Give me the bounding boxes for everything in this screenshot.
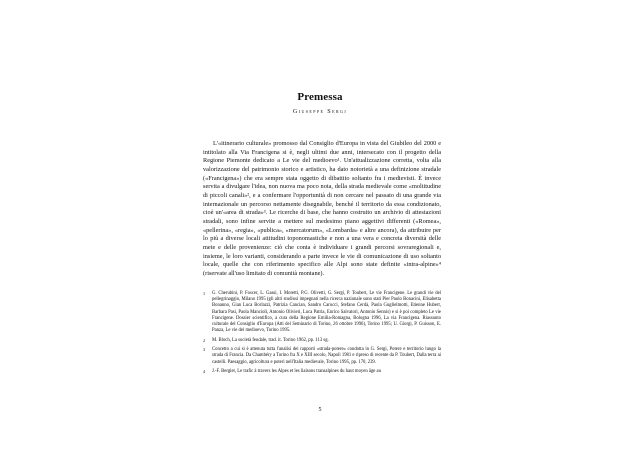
- footnote-text: M. Bloch, La società feudale, trad. it. Torino 1962, pp. 113 sg.: [212, 337, 329, 343]
- footnotes: [203, 291, 441, 379]
- body-text: [203, 140, 441, 279]
- footnote: [203, 347, 441, 366]
- footnote: [203, 291, 441, 334]
- footnote-number: 2: [203, 337, 206, 343]
- footnote-text: Concetto a cui si è attenuta tutta l'analisi dei rapporti «strada-potere» condotta in G. Sergi, Potere e territorio lungo la strada di Francia. Da Chambéry a Torino fra X e XIII secolo, Napoli 1981 e ripreso di recente da P. Toubert, Dalla terra ai castelli. Paesaggio, agricoltura e poteri nell'Italia medievale, Torino 1995, pp. 170, 239.: [212, 347, 441, 365]
- footnote: [203, 338, 441, 344]
- author-name: Giuseppe Sergi: [292, 108, 348, 115]
- body-paragraph: L'«itinerario culturale» promosso dal Consiglio d'Europa in vista del Giubileo del 2000 e intitolato alla Via Francigena si è, negli ultimi due anni, intersecato con il progetto della Regione Piemonte dedicato a Le vie del medioevo¹. Un'attualizzazione corretta, volta alla valorizzazione del patrimonio storico e artistico, ha dato notorietà a una definizione stradale («Francigena») che era sempre stata oggetto di dibattito soltanto fra i medievisti. È invece servita a divulgare l'idea, non nuova ma poco nota, della strada medievale come «moltitudine di piccoli canali»², e a confermare l'opportunità di non cercare nel passato di una grande via internazionale un percorso nettamente disegnabile, benché il territorio da essa condizionato, cioè un'«area di strada»³. Le ricerche di base, che hanno costruito un archivio di attestazioni stradali, sono infine servite a mettere sul medesimo piano aggettivi differenti («Romea», «pellerina», «regia», «publica», «mercatorum», «Lombarda» e altre ancora), da attribuire per lo più a diverse locali attitudini toponomastiche e non a una vera e concreta diversità delle mete e delle provenienze: ciò che conta è individuare i grandi percorsi sovraregionali e, insieme, le loro varianti, considerando a parte invece le vie di comunicazione di uso soltanto locale, quelle che con riferimento specifico alle Alpi sono state definite «intra-alpine»⁴ (riservate all'uso limitato di comunità montane).: [203, 140, 441, 277]
- footnote-number: 3: [203, 347, 206, 353]
- footnote-number: 4: [203, 369, 206, 375]
- footnote-text: J.-F. Bergier, Le trafic à travers les Alpes et les liaisons transalpines du haut moyen âge au: [212, 369, 381, 375]
- footnote-text: G. Cherubini, P. Foscer, L. Gassi, I. Moretti, P.G. Olivetti, G. Sergi, P. Toubert, Le vie Francigene. Le grandi vie del pellegrinaggio, Milano 1995 (gli altri studiosi impegnati nella ricerca nazionale sono stati Pier Paolo Bonacini, Elisabetta Bonanno, Gian Luca Borlazzi, Patrizia Cancian, Sandro Carocci, Stefano Cerdà, Paola Guglielmotti, Etienne Hubert, Barbara Pasi, Paola Mancioli, Antonio Olivieri, Luca Patria, Enrico Salvatori, Antonio Sennis) e si è poi completo Le vie Francigene. Dossier scientifico, a cura della Regione Emilia-Romagna, Bologna 1996, La via Francigena. Riassunto culturale del Consiglio d'Europa (Atti del Seminario di Torino, 26 ottobre 1996), Torino 1995; U. Giorgi, P. Guisson, E. Panza, Le vie del medioevo, Torino 1995.: [212, 291, 441, 334]
- footnote-number: 1: [203, 291, 206, 296]
- page-number: 5: [318, 407, 322, 413]
- chapter-title: Premessa: [297, 91, 343, 103]
- footnote: [203, 369, 441, 375]
